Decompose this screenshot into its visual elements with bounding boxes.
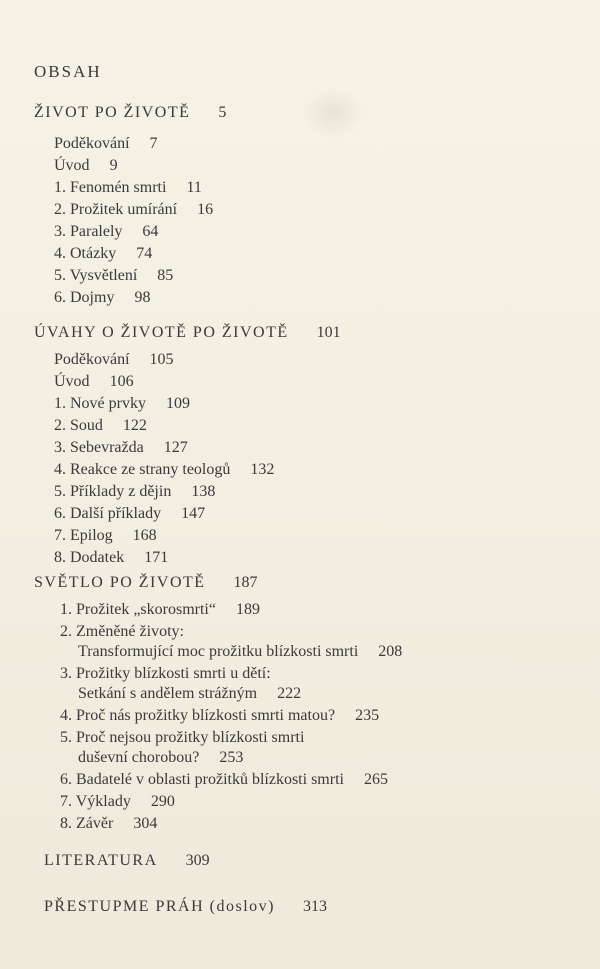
toc-item-label: Poděkování bbox=[54, 135, 130, 152]
toc-item-continuation bbox=[78, 684, 301, 704]
toc-item-label: Poděkování bbox=[54, 351, 130, 368]
toc-item bbox=[54, 548, 168, 568]
toc-item-label: 3. Sebevražda bbox=[54, 439, 144, 456]
toc-item-continuation bbox=[78, 642, 402, 662]
toc-item bbox=[60, 792, 175, 812]
toc-item-label: 6. Badatelé v oblasti prožitků blízkosti smrti bbox=[60, 771, 344, 788]
toc-item bbox=[54, 394, 190, 414]
toc-item bbox=[54, 266, 173, 286]
toc-item-label: 8. Závěr bbox=[60, 815, 114, 832]
section-title-text: ŽIVOT PO ŽIVOTĚ bbox=[34, 104, 191, 121]
toc-item bbox=[60, 814, 157, 834]
toc-item bbox=[54, 482, 215, 502]
toc-item-page: 105 bbox=[149, 351, 174, 368]
toc-item-label: 8. Dodatek bbox=[54, 549, 125, 566]
section-page-number: 187 bbox=[233, 574, 258, 591]
toc-item-label: 2. Soud bbox=[54, 417, 103, 434]
section-title-text: ÚVAHY O ŽIVOTĚ PO ŽIVOTĚ bbox=[34, 324, 289, 341]
toc-item-label: 3. Prožitky blízkosti smrti u dětí: bbox=[60, 665, 271, 682]
toc-item-label: 3. Paralely bbox=[54, 223, 123, 240]
toc-item bbox=[54, 200, 213, 220]
toc-item-label: Úvod bbox=[54, 157, 90, 174]
toc-item-label: 7. Epilog bbox=[54, 527, 113, 544]
toc-item-page: 222 bbox=[277, 685, 302, 702]
show-through-mark bbox=[303, 88, 363, 138]
toc-item-page: 171 bbox=[144, 549, 169, 566]
toc-item bbox=[60, 600, 260, 620]
toc-item-page: 304 bbox=[133, 815, 158, 832]
toc-item bbox=[54, 222, 158, 242]
toc-item-page: 208 bbox=[378, 643, 403, 660]
section-page-number: 309 bbox=[185, 852, 210, 869]
toc-item-label: 5. Proč nejsou prožitky blízkosti smrti bbox=[60, 729, 305, 746]
toc-item-page: 109 bbox=[165, 395, 190, 412]
toc-item-label: 6. Další příklady bbox=[54, 505, 162, 522]
toc-item-label: 2. Změněné životy: bbox=[60, 623, 184, 640]
section-title-text: PŘESTUPME PRÁH (doslov) bbox=[44, 898, 275, 915]
toc-item-label: 1. Prožitek „skorosmrti“ bbox=[60, 601, 216, 618]
toc-item-label: Úvod bbox=[54, 373, 90, 390]
toc-item-page: 98 bbox=[134, 289, 151, 306]
toc-item-page: 85 bbox=[157, 267, 174, 284]
toc-item-label: 7. Výklady bbox=[60, 793, 131, 810]
toc-item bbox=[54, 526, 157, 546]
toc-item bbox=[54, 438, 188, 458]
section-title bbox=[34, 104, 226, 122]
page-title: OBSAH bbox=[34, 62, 102, 81]
toc-item-label: 5. Příklady z dějin bbox=[54, 483, 172, 500]
toc-item-label: 5. Vysvětlení bbox=[54, 267, 138, 284]
toc-item bbox=[54, 288, 150, 308]
toc-item-label: 2. Prožitek umírání bbox=[54, 201, 178, 218]
toc-item-label: 4. Otázky bbox=[54, 245, 117, 262]
toc-item-page: 9 bbox=[109, 157, 118, 174]
toc-item-page: 147 bbox=[181, 505, 206, 522]
section-title bbox=[34, 324, 341, 342]
toc-item-label: Transformující moc prožitku blízkosti smrti bbox=[78, 643, 359, 660]
section-page-number: 101 bbox=[316, 324, 341, 341]
toc-item-page: 290 bbox=[150, 793, 175, 810]
toc-item bbox=[60, 706, 379, 726]
section-page-number: 313 bbox=[302, 898, 327, 915]
section-title bbox=[34, 574, 258, 592]
toc-item bbox=[54, 350, 174, 370]
toc-item bbox=[54, 178, 202, 198]
toc-item bbox=[60, 664, 271, 684]
toc-item-page: 168 bbox=[132, 527, 157, 544]
toc-item-label: Setkání s andělem strážným bbox=[78, 685, 258, 702]
toc-item-page: 7 bbox=[149, 135, 158, 152]
toc-item-label: duševní chorobou? bbox=[78, 749, 200, 766]
toc-item bbox=[54, 134, 158, 154]
toc-item bbox=[60, 770, 388, 790]
toc-item-label: 6. Dojmy bbox=[54, 289, 115, 306]
toc-item-page: 64 bbox=[142, 223, 159, 240]
toc-item-page: 265 bbox=[363, 771, 388, 788]
toc-item-label: 1. Fenomén smrti bbox=[54, 179, 167, 196]
toc-item-page: 122 bbox=[122, 417, 147, 434]
toc-item-label: 1. Nové prvky bbox=[54, 395, 146, 412]
toc-item-page: 235 bbox=[355, 707, 380, 724]
toc-item-continuation bbox=[78, 748, 243, 768]
section-title bbox=[44, 898, 327, 916]
toc-item-page: 132 bbox=[250, 461, 275, 478]
toc-item-page: 74 bbox=[136, 245, 153, 262]
toc-item bbox=[54, 244, 152, 264]
section-title bbox=[44, 852, 210, 870]
toc-item bbox=[60, 728, 304, 748]
toc-item-page: 127 bbox=[163, 439, 188, 456]
section-title-text: SVĚTLO PO ŽIVOTĚ bbox=[34, 574, 206, 591]
section-page-number: 5 bbox=[218, 104, 227, 121]
toc-item bbox=[54, 416, 147, 436]
toc-item-page: 138 bbox=[191, 483, 216, 500]
section-title-text: LITERATURA bbox=[44, 852, 158, 869]
toc-item-page: 106 bbox=[109, 373, 134, 390]
toc-item-label: 4. Reakce ze strany teologů bbox=[54, 461, 231, 478]
toc-item-label: 4. Proč nás prožitky blízkosti smrti matou? bbox=[60, 707, 336, 724]
toc-item-page: 16 bbox=[197, 201, 214, 218]
toc-item-page: 253 bbox=[219, 749, 244, 766]
toc-item-page: 189 bbox=[235, 601, 260, 618]
toc-item bbox=[60, 622, 184, 642]
toc-item bbox=[54, 504, 205, 524]
toc-item bbox=[54, 460, 274, 480]
toc-item-page: 11 bbox=[186, 179, 202, 196]
toc-item bbox=[54, 156, 118, 176]
toc-item bbox=[54, 372, 134, 392]
